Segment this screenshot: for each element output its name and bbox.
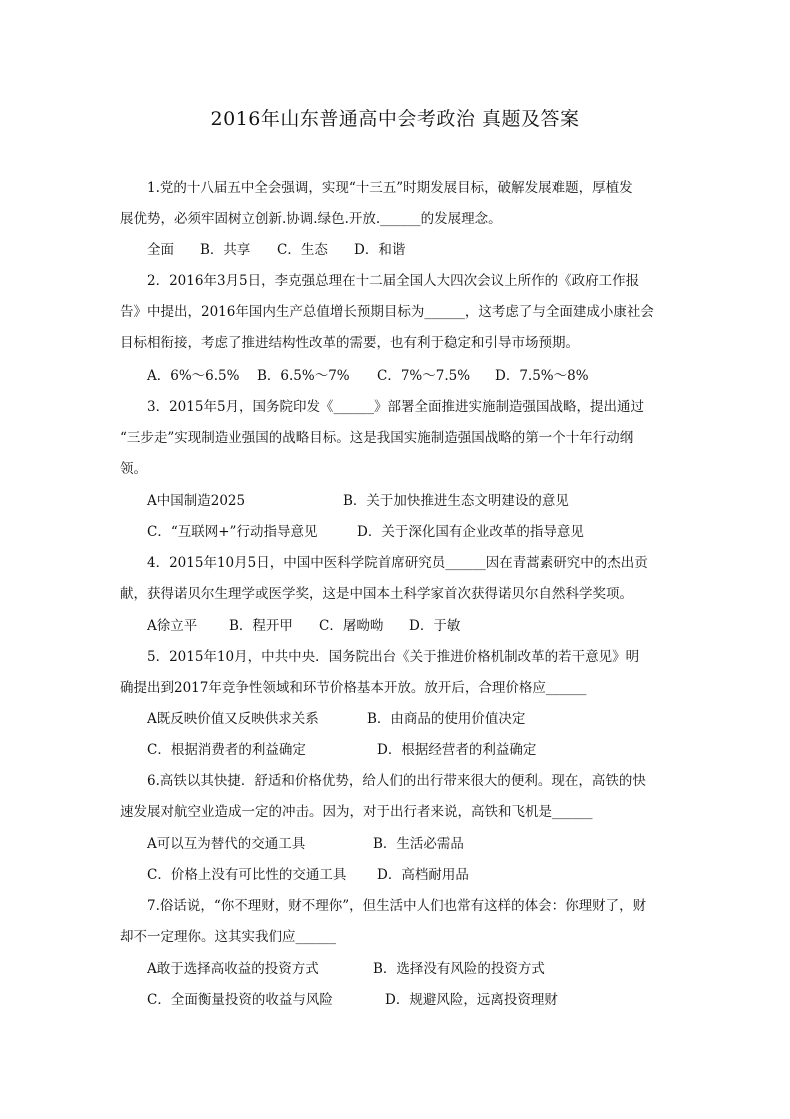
option-a: A．6%～6.5% bbox=[147, 368, 240, 384]
question-3-line-1: 3．2015年5月，国务院印发《______》部署全面推进实施制造强国战略，提出通过 bbox=[120, 399, 645, 415]
question-3-line-3: 领。 bbox=[120, 461, 147, 477]
question-2-line-2: 告》中提出，2016年国内生产总值增长预期目标为______，这考虑了与全面建成小康社会 bbox=[120, 304, 654, 320]
option-d: D．根据经营者的利益确定 bbox=[377, 742, 537, 758]
option-b: B．关于加快推进生态文明建设的意见 bbox=[343, 493, 569, 509]
option-a: A可以互为替代的交通工具 bbox=[147, 836, 306, 852]
option-a: A敢于选择高收益的投资方式 bbox=[147, 961, 319, 977]
option-d: D．和谐 bbox=[354, 242, 406, 258]
question-5-line-2: 确提出到2017年竞争性领域和环节价格基本开放。放开后，合理价格应______ bbox=[120, 680, 587, 696]
question-6-line-1: 6.高铁以其快捷．舒适和价格优势，给人们的出行带来很大的便利。现在，高铁的快 bbox=[120, 773, 646, 789]
option-d: D．7.5%～8% bbox=[495, 368, 589, 384]
question-2-line-1: 2．2016年3月5日，李克强总理在十二届全国人大四次会议上所作的《政府工作报 bbox=[120, 273, 640, 289]
option-a: A中国制造2025 bbox=[147, 493, 246, 509]
question-1-line-2: 展优势，必须牢固树立创新.协调.绿色.开放.______的发展理念。 bbox=[120, 211, 502, 227]
option-c: C．全面衡量投资的收益与风险 bbox=[147, 992, 333, 1008]
option-a: A既反映价值又反映供求关系 bbox=[147, 711, 319, 727]
option-c: C．生态 bbox=[277, 242, 328, 258]
option-c: C．7%～7.5% bbox=[377, 368, 471, 384]
question-3-line-2: “三步走”实现制造业强国的战略目标。这是我国实施制造强国战略的第一个十年行动纲 bbox=[120, 430, 634, 446]
option-d: D．规避风险，远离投资理财 bbox=[385, 992, 558, 1008]
option-c: C．价格上没有可比性的交通工具 bbox=[147, 867, 347, 883]
option-c: C．屠呦呦 bbox=[319, 618, 384, 634]
question-7-line-2: 却不一定理你。这其实我们应______ bbox=[120, 929, 336, 945]
option-d: D．关于深化国有企业改革的指导意见 bbox=[357, 524, 584, 540]
option-c: C．根据消费者的利益确定 bbox=[147, 742, 306, 758]
question-1-line-1: 1.党的十八届五中全会强调，实现“十三五”时期发展目标，破解发展难题，厚植发 bbox=[120, 180, 633, 196]
question-4-line-1: 4．2015年10月5日，中国中医科学院首席研究员______因在青蒿素研究中的杰出贡 bbox=[120, 555, 648, 571]
option-b: B．6.5%～7% bbox=[257, 368, 350, 384]
question-4-line-2: 献，获得诺贝尔生理学或医学奖，这是中国本土科学家首次获得诺贝尔自然科学奖项。 bbox=[120, 586, 633, 602]
option-c: C．“互联网+”行动指导意见 bbox=[147, 524, 318, 540]
option-a: 全面 bbox=[147, 242, 174, 258]
option-b: B．程开甲 bbox=[229, 618, 293, 634]
option-d: D．高档耐用品 bbox=[377, 867, 469, 883]
option-b: B．生活必需品 bbox=[373, 836, 464, 852]
question-5-line-1: 5．2015年10月，中共中央．国务院出台《关于推进价格机制改革的若干意见》明 bbox=[120, 649, 640, 665]
option-b: B．共享 bbox=[200, 242, 251, 258]
page-title: 2016年山东普通高中会考政治 真题及答案 bbox=[210, 108, 580, 130]
option-b: B．由商品的使用价值决定 bbox=[367, 711, 526, 727]
question-6-line-2: 速发展对航空业造成一定的冲击。因为，对于出行者来说，高铁和飞机是______ bbox=[120, 804, 593, 820]
question-2-line-3: 目标相衔接，考虑了推进结构性改革的需要，也有利于稳定和引导市场预期。 bbox=[120, 335, 579, 351]
option-d: D．于敏 bbox=[409, 618, 461, 634]
option-b: B．选择没有风险的投资方式 bbox=[373, 961, 545, 977]
question-7-line-1: 7.俗话说，“你不理财，财不理你”，但生活中人们也常有这样的体会：你理财了，财 bbox=[120, 898, 647, 914]
option-a: A徐立平 bbox=[147, 618, 198, 634]
